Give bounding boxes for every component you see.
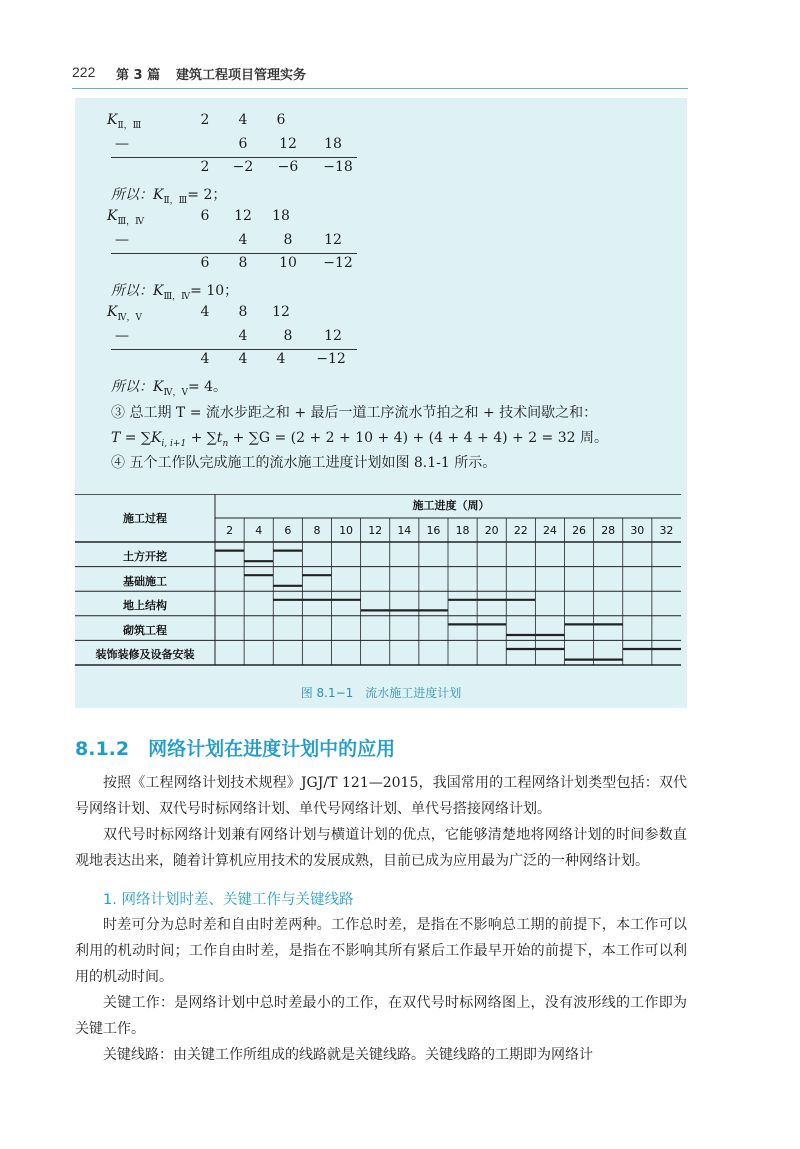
week-tick-label: 8 [313, 524, 321, 537]
minus-sign: — [115, 328, 129, 344]
minus-sign: — [115, 232, 129, 248]
value: 8 [238, 255, 248, 271]
page-number: 222 [72, 64, 96, 80]
value: 4 [238, 328, 248, 344]
k-label: $K_{Ⅲ,Ⅳ}$ [107, 208, 145, 227]
value: −2 [232, 159, 254, 175]
week-tick-label: 10 [339, 524, 354, 537]
value: 12 [234, 208, 252, 224]
value: 4 [200, 304, 210, 320]
value: 10 [279, 255, 297, 271]
week-tick-label: 30 [630, 524, 645, 537]
process-label: 基础施工 [123, 574, 167, 588]
value: 8 [283, 328, 293, 344]
value: 6 [200, 255, 210, 271]
value: 8 [283, 232, 293, 248]
paragraph: 关键线路：由关键工作所组成的线路就是关键线路。关键线路的工期即为网络计 [103, 1047, 593, 1063]
week-tick-label: 12 [368, 524, 383, 537]
week-tick-label: 14 [397, 524, 412, 537]
week-tick-label: 24 [542, 524, 557, 537]
figure-caption: 图 8.1−1 流水施工进度计划 [300, 686, 462, 700]
value: −18 [323, 159, 353, 175]
value: −12 [316, 351, 346, 367]
chart-title: 施工进度（周） [412, 499, 490, 512]
sum-line [111, 349, 357, 350]
value: 8 [238, 304, 248, 320]
part-label: 第 3 篇 [116, 68, 161, 83]
week-tick-label: 2 [226, 524, 234, 537]
subsection-heading: 1. 网络计划时差、关键工作与关键线路 [103, 892, 354, 908]
paragraph: 时差可分为总时差和自由时差两种。工作总时差，是指在不影响总工期的前提下，本工作可以利用的机动时间；工作自由时差，是指在不影响其所有紧后工作最早开始的前提下，本工作可以利用的机动时间。 [75, 917, 687, 985]
value: 4 [200, 351, 210, 367]
k-label: $K_{Ⅳ,Ⅴ}$ [107, 304, 142, 323]
value: 4 [276, 351, 286, 367]
section-heading: 8.1.2 网络计划在进度计划中的应用 [75, 738, 396, 760]
value: 12 [272, 304, 290, 320]
value: 6 [276, 112, 286, 128]
week-tick-label: 4 [255, 524, 263, 537]
page-header [72, 62, 688, 89]
week-tick-label: 22 [513, 524, 528, 537]
week-tick-label: 32 [659, 524, 674, 537]
value: 4 [238, 112, 248, 128]
value: 2 [200, 159, 210, 175]
figure-reference: ④ 五个工作队完成施工的流水施工进度计划如图 8.1-1 所示。 [111, 455, 497, 471]
process-label: 地上结构 [123, 599, 167, 613]
total-duration-formula: $T = \sum K_{i, i+1} + \sum t_n + \sum G = (2 + 2 + 10 + 4) + (4 + 4 + 4) + 2 = 32$ 周。 [111, 430, 608, 449]
conclusion: 所以：$K_{Ⅳ,Ⅴ}= 4$。 [111, 379, 228, 398]
minus-sign: — [115, 136, 129, 152]
total-duration-statement: ③ 总工期 T = 流水步距之和 + 最后一道工序流水节拍之和 + 技术间歇之和： [111, 405, 598, 421]
conclusion: 所以：$K_{Ⅱ,Ⅲ}= 2$； [111, 187, 227, 206]
sum-line [111, 253, 357, 254]
week-tick-label: 28 [601, 524, 616, 537]
value: 2 [200, 112, 210, 128]
schedule-chart [75, 494, 687, 774]
paragraph: 按照《工程网络计划技术规程》JGJ/T 121—2015，我国常用的工程网络计划类型包括：双代号网络计划、双代号时标网络计划、单代号网络计划、单代号搭接网络计划。 [75, 775, 687, 817]
value: −12 [323, 255, 353, 271]
running-title: 建筑工程项目管理实务 [176, 68, 307, 83]
paragraph: 关键工作：是网络计划中总时差最小的工作，在双代号时标网络图上，没有波形线的工作即为关键工作。 [75, 995, 687, 1037]
week-tick-label: 20 [484, 524, 499, 537]
value: 6 [200, 208, 210, 224]
process-label: 装饰装修及设备安装 [95, 648, 195, 662]
week-tick-label: 26 [572, 524, 587, 537]
week-tick-label: 6 [284, 524, 292, 537]
row-header: 施工过程 [123, 512, 167, 525]
value: 12 [279, 136, 297, 152]
value: 6 [238, 136, 248, 152]
value: 4 [238, 351, 248, 367]
conclusion: 所以：$K_{Ⅲ,Ⅳ}= 10$； [111, 283, 239, 302]
value: 12 [324, 232, 342, 248]
sum-line [111, 157, 357, 158]
value: −6 [277, 159, 299, 175]
process-label: 砌筑工程 [123, 623, 167, 637]
value: 12 [324, 328, 342, 344]
week-tick-label: 16 [426, 524, 441, 537]
process-label: 土方开挖 [123, 550, 167, 563]
value: 18 [324, 136, 342, 152]
k-label: $K_{Ⅱ,Ⅲ}$ [107, 112, 142, 131]
week-tick-label: 18 [455, 524, 470, 537]
value: 4 [238, 232, 248, 248]
paragraph: 双代号时标网络计划兼有网络计划与横道计划的优点，它能够清楚地将网络计划的时间参数直观地表达出来，随着计算机应用技术的发展成熟，目前已成为应用最为广泛的一种网络计划。 [75, 827, 687, 869]
value: 18 [272, 208, 290, 224]
example-box [75, 98, 687, 708]
